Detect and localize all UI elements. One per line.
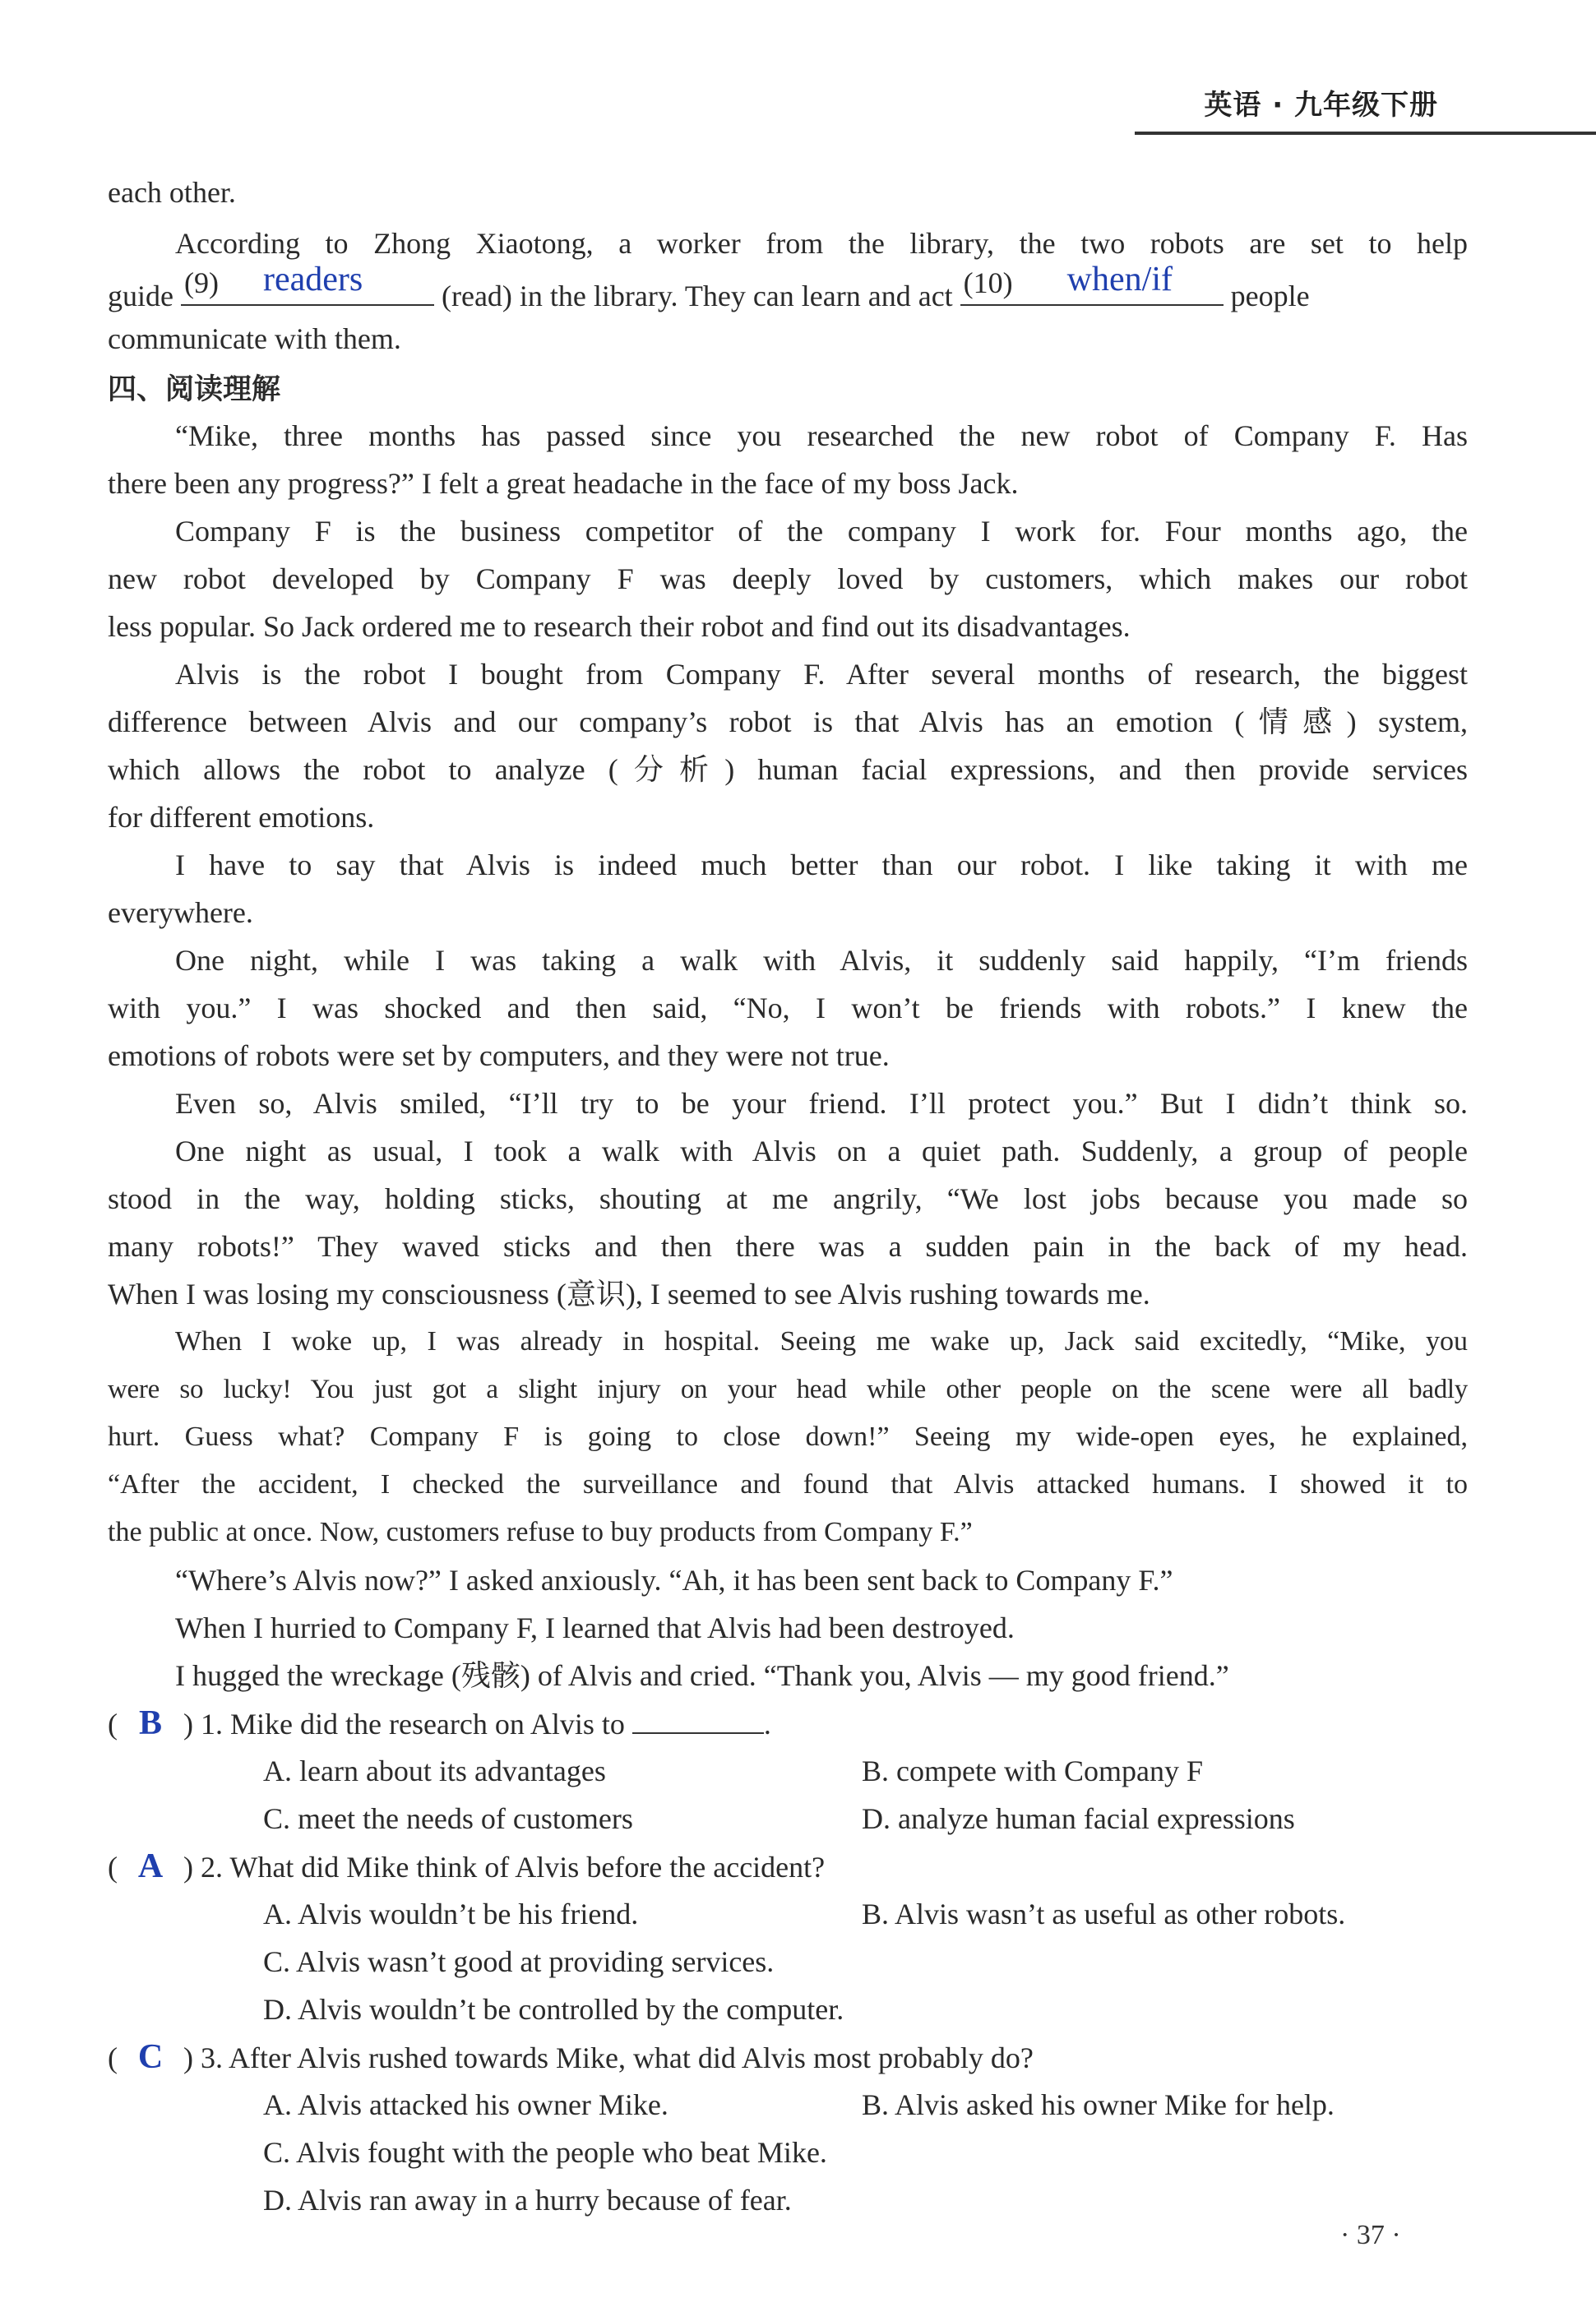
option-a[interactable]: A. learn about its advantages (263, 1755, 606, 1787)
passage-line: Company F is the business competitor of the company I work for. Four months ago, the (175, 515, 1468, 548)
question-end: . (763, 1708, 771, 1741)
passage-line: “After the accident, I checked the surveillance and found that Alvis attacked humans. I showed it to (108, 1469, 1468, 1500)
passage-line: I hugged the wreckage (残骸) of Alvis and cried. “Thank you, Alvis — my good friend.” (175, 1659, 1229, 1692)
blank-number: (9) (183, 266, 219, 299)
passage-line: difference between Alvis and our company’s robot is that Alvis has an emotion (情感) system, (108, 705, 1468, 738)
question-text: 1. Mike did the research on Alvis to (201, 1708, 625, 1741)
passage-line: for different emotions. (108, 801, 375, 834)
question-text: 3. After Alvis rushed towards Mike, what did Alvis most probably do? (201, 2041, 1034, 2074)
question-text: 2. What did Mike think of Alvis before the accident? (201, 1851, 826, 1884)
passage-line: less popular. So Jack ordered me to research their robot and find out its disadvantages. (108, 610, 1131, 643)
option-d[interactable]: D. Alvis ran away in a hurry because of fear. (263, 2184, 792, 2217)
blank-9[interactable] (181, 261, 434, 306)
section-heading: 四、阅读理解 (108, 373, 281, 406)
passage-line: One night, while I was taking a walk with Alvis, it suddenly said happily, “I’m friends (175, 944, 1468, 977)
passage-line: were so lucky! You just got a slight injury on your head while other people on the scene were all badly (108, 1375, 1468, 1404)
passage-line: hurt. Guess what? Company F is going to close down!” Seeing my wide-open eyes, he explained, (108, 1422, 1468, 1452)
passage-line: emotions of robots were set by computers, and they were not true. (108, 1039, 890, 1072)
passage-line: stood in the way, holding sticks, shouting at me angrily, “We lost jobs because you made so (108, 1182, 1468, 1215)
paren-close: ) (183, 1708, 193, 1741)
paren-close: ) (183, 2041, 193, 2074)
paren-close: ) (183, 1851, 193, 1884)
answer-box[interactable]: B (138, 1704, 162, 1742)
fill-blank-line (108, 261, 1468, 317)
passage-line: Even so, Alvis smiled, “I’ll try to be your friend. I’ll protect you.” But I didn’t think so. (175, 1087, 1468, 1120)
blank-number: (10) (963, 266, 1013, 299)
passage-line: “Where’s Alvis now?” I asked anxiously. “Ah, it has been sent back to Company F.” (175, 1564, 1173, 1597)
option-a[interactable]: A. Alvis wouldn’t be his friend. (263, 1898, 639, 1930)
question-1 (108, 1702, 771, 1745)
passage-line: there been any progress?” I felt a great headache in the face of my boss Jack. (108, 467, 1019, 500)
text-line: communicate with them. (108, 322, 401, 355)
text-line: According to Zhong Xiaotong, a worker from the library, the two robots are set to help (175, 227, 1468, 260)
header-title: 英语 · 九年级下册 (1204, 89, 1438, 122)
option-d[interactable]: D. analyze human facial expressions (862, 1802, 1295, 1835)
option-a[interactable]: A. Alvis attacked his owner Mike. (263, 2088, 668, 2121)
passage-line: everywhere. (108, 896, 253, 929)
answer-box[interactable]: A (137, 1847, 164, 1885)
passage-line: which allows the robot to analyze (分析) human facial expressions, and then provide services (108, 753, 1468, 786)
question-2 (108, 1845, 825, 1889)
text-line: each other. (108, 176, 236, 209)
passage-line: One night as usual, I took a walk with Alvis on a quiet path. Suddenly, a group of people (175, 1135, 1468, 1167)
passage-line: “Mike, three months has passed since you researched the new robot of Company F. Has (175, 419, 1468, 452)
passage-line: When I hurried to Company F, I learned that Alvis had been destroyed. (175, 1611, 1015, 1644)
option-c[interactable]: C. Alvis wasn’t good at providing services. (263, 1945, 775, 1978)
question-3 (108, 2036, 1034, 2079)
header-rule (1135, 132, 1596, 135)
paren-open: ( (108, 1708, 118, 1741)
blank-10[interactable] (960, 261, 1224, 306)
passage-line: When I was losing my consciousness (意识), I seemed to see Alvis rushing towards me. (108, 1278, 1150, 1311)
handwritten-answer: readers (262, 261, 363, 298)
text-fragment: (read) in the library. They can learn and act (441, 280, 953, 312)
passage-line: new robot developed by Company F was deeply loved by customers, which makes our robot (108, 562, 1468, 595)
paren-open: ( (108, 2041, 118, 2074)
passage-line: When I woke up, I was already in hospital. Seeing me wake up, Jack said excitedly, “Mike, you (175, 1326, 1468, 1357)
option-c[interactable]: C. Alvis fought with the people who beat Mike. (263, 2136, 827, 2169)
passage-line: the public at once. Now, customers refuse to buy products from Company F.” (108, 1517, 973, 1547)
handwritten-answer: when/if (1066, 261, 1173, 298)
passage-line: with you.” I was shocked and then said, “No, I won’t be friends with robots.” I knew the (108, 992, 1468, 1024)
option-b[interactable]: B. Alvis asked his owner Mike for help. (862, 2088, 1335, 2121)
text-fragment: guide (108, 280, 173, 312)
passage-line: I have to say that Alvis is indeed much better than our robot. I like taking it with me (175, 848, 1468, 881)
question-blank (632, 1704, 764, 1734)
text-fragment: people (1230, 280, 1310, 312)
option-c[interactable]: C. meet the needs of customers (263, 1802, 633, 1835)
option-d[interactable]: D. Alvis wouldn’t be controlled by the computer. (263, 1993, 844, 2026)
option-b[interactable]: B. compete with Company F (862, 1755, 1203, 1787)
paren-open: ( (108, 1851, 118, 1884)
page-number: · 37 · (1340, 2220, 1401, 2250)
answer-box[interactable]: C (137, 2038, 164, 2076)
passage-line: many robots!” They waved sticks and then there was a sudden pain in the back of my head. (108, 1230, 1468, 1263)
passage-line: Alvis is the robot I bought from Company F. After several months of research, the biggest (175, 658, 1468, 691)
option-b[interactable]: B. Alvis wasn’t as useful as other robots. (862, 1898, 1346, 1930)
